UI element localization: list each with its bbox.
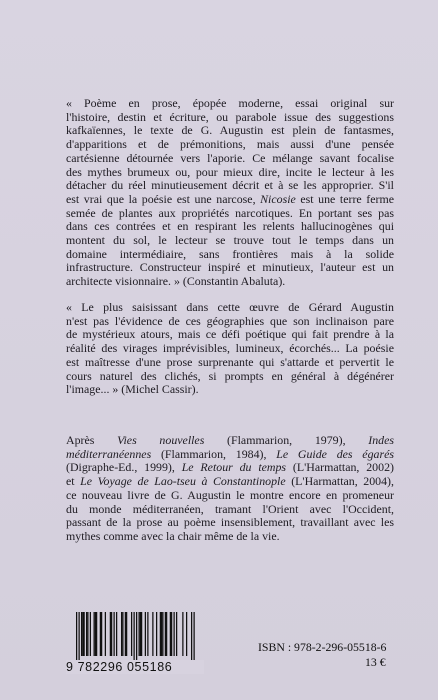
text-line: « Le plus saisissant dans cette œuvre de Gérard Augustin — [66, 300, 394, 314]
barcode-bar — [194, 612, 195, 662]
barcode-bar — [84, 612, 85, 656]
barcode-bar — [122, 612, 123, 656]
barcode-bar — [171, 612, 172, 656]
text-line: infrastructure. Constructeur inspiré et minutieux, l'auteur est un — [66, 260, 394, 275]
text-line — [66, 475, 394, 489]
barcode-bar — [90, 612, 91, 656]
barcode-number: 9 782296 055186 — [66, 660, 204, 674]
italic-title: Le Guide des égarés — [276, 446, 394, 461]
price-label: 13 € — [365, 655, 386, 669]
text-line: architecte visionnaire. » (Constantin Abaluta). — [66, 274, 286, 289]
barcode-bar — [156, 612, 157, 656]
barcode-bar — [174, 612, 175, 656]
barcode-bar — [114, 612, 115, 656]
text-segment: est une terre ferme — [295, 191, 394, 206]
text-segment: et — [66, 474, 81, 489]
text-line — [66, 448, 394, 462]
barcode-bar — [79, 612, 80, 662]
barcode-bar — [147, 612, 148, 656]
text-line — [66, 461, 394, 475]
text-line: ce nouveau livre de G. Augustin le montre encore en promeneur — [66, 487, 394, 502]
barcode-bar — [87, 612, 88, 656]
italic-title: méditerranéennes — [66, 446, 152, 461]
barcode-bar — [176, 612, 177, 656]
barcode-bar — [116, 612, 117, 656]
barcode-bar — [105, 612, 106, 656]
barcode-bar — [82, 612, 83, 656]
barcode-bars — [66, 612, 204, 662]
text-line: cartésienne détournée vers l'aporie. Ce mélange savant focalise — [66, 150, 394, 165]
barcode-bar — [96, 612, 97, 656]
barcode-bar — [166, 612, 167, 656]
text-line: n'est pas l'évidence de ces géographies que son inclinaison pare — [66, 313, 394, 328]
text-segment: (L'Harmattan, 2002) — [286, 460, 394, 475]
text-line: cours naturel des clichés, si prompts en général à dégénérer — [66, 368, 394, 383]
barcode-bar — [191, 612, 192, 662]
text-segment: (Flammarion, 1984), — [151, 446, 277, 461]
text-segment: (Digraphe-Ed., 1999), — [66, 460, 182, 475]
italic-title: Le Retour du temps — [181, 460, 287, 475]
text-line: du monde méditerranéen, tramant l'Orient avec l'Occident, — [66, 501, 394, 516]
barcode-bar — [165, 612, 166, 656]
text-line: kafkaïennes, le texte de G. Augustin est plein de fantasmes, — [66, 123, 394, 138]
barcode-bar — [162, 612, 163, 656]
author-bibliography — [66, 434, 394, 544]
text-segment: (L'Harmattan, 2004), — [285, 474, 394, 489]
italic-title: Vies nouvelles — [117, 433, 205, 447]
barcode-bar — [140, 612, 141, 656]
barcode-bar — [131, 612, 132, 656]
barcode-bar — [134, 612, 135, 662]
text-segment: (Flammarion, 1979), — [204, 433, 369, 447]
text-line-with-italic — [66, 193, 394, 207]
text-line: dans ces contrées et en respirant les relents hallucinogènes qui — [66, 219, 394, 234]
text-line: « Poème en prose, épopée moderne, essai original sur — [66, 96, 394, 110]
barcode-bar — [100, 612, 101, 656]
italic-title: Le Voyage de Lao-tseu à Constantinople — [80, 474, 286, 489]
barcode-bar — [126, 612, 127, 656]
text-segment: Après — [66, 433, 118, 447]
barcode-bar — [101, 612, 102, 656]
text-line — [66, 434, 394, 448]
text-line: domaine intermédiaire, sans frontières mais à la solide — [66, 246, 394, 261]
barcode-bar — [186, 612, 187, 656]
text-segment: est vrai que la poésie est une narcose, — [66, 191, 261, 206]
barcode-bar — [182, 612, 183, 656]
barcode-bar — [170, 612, 171, 656]
text-line: est maîtresse d'une prose surprenante qui s'attarde et pervertit le — [66, 354, 394, 369]
barcode-bar — [121, 612, 122, 656]
italic-title: Nicosie — [260, 191, 296, 206]
text-line: l'image... » (Michel Cassir). — [66, 382, 199, 397]
barcode-bar — [160, 612, 161, 656]
text-line: semée de plantes aux propriétés narcotiques. En portant ses pas — [66, 205, 394, 220]
text-line: des mythes brumeux ou, pour mieux dire, incite le lecteur à les — [66, 164, 394, 179]
barcode-bar — [81, 612, 82, 656]
text-line: de mystérieux atours, mais ce défi poétique qui fait prendre à la — [66, 327, 394, 342]
isbn-number: ISBN : 978-2-296-05518-6 — [258, 640, 387, 654]
barcode-bar — [94, 612, 95, 656]
text-line: l'histoire, destin et écriture, ou parabole issue des suggestions — [66, 109, 394, 124]
barcode-bar — [141, 612, 142, 656]
barcode-bar — [152, 612, 153, 656]
text-line: réalité des virages imprévisibles, lumineux, écorchés... La poésie — [66, 341, 394, 356]
barcode-bar — [86, 612, 87, 656]
barcode-bar — [139, 612, 140, 656]
review-quote-cassir — [66, 301, 394, 397]
text-line: montent du sol, le lecteur se trouve tout le temps dans un — [66, 233, 394, 248]
text-line: d'apparitions et de prémonitions, mais aussi d'une pensée — [66, 137, 394, 152]
text-line: mythes comme avec la chair même de la vie. — [66, 528, 280, 543]
barcode-bar — [125, 612, 126, 656]
text-line: passant de la prose au poème insensiblement, travaillant avec les — [66, 515, 394, 530]
review-quote-abaluta — [66, 97, 394, 289]
barcode-bar — [110, 612, 111, 656]
text-line: détacher du réel minutieusement décrit et à se les approprier. S'il — [66, 178, 394, 193]
barcode-bar — [111, 612, 112, 656]
barcode-bar — [145, 612, 146, 656]
barcode-bar — [95, 612, 96, 656]
italic-title: Indes — [368, 433, 395, 447]
barcode-bar — [76, 612, 77, 662]
barcode-bar — [161, 612, 162, 656]
barcode-bar — [136, 612, 137, 662]
